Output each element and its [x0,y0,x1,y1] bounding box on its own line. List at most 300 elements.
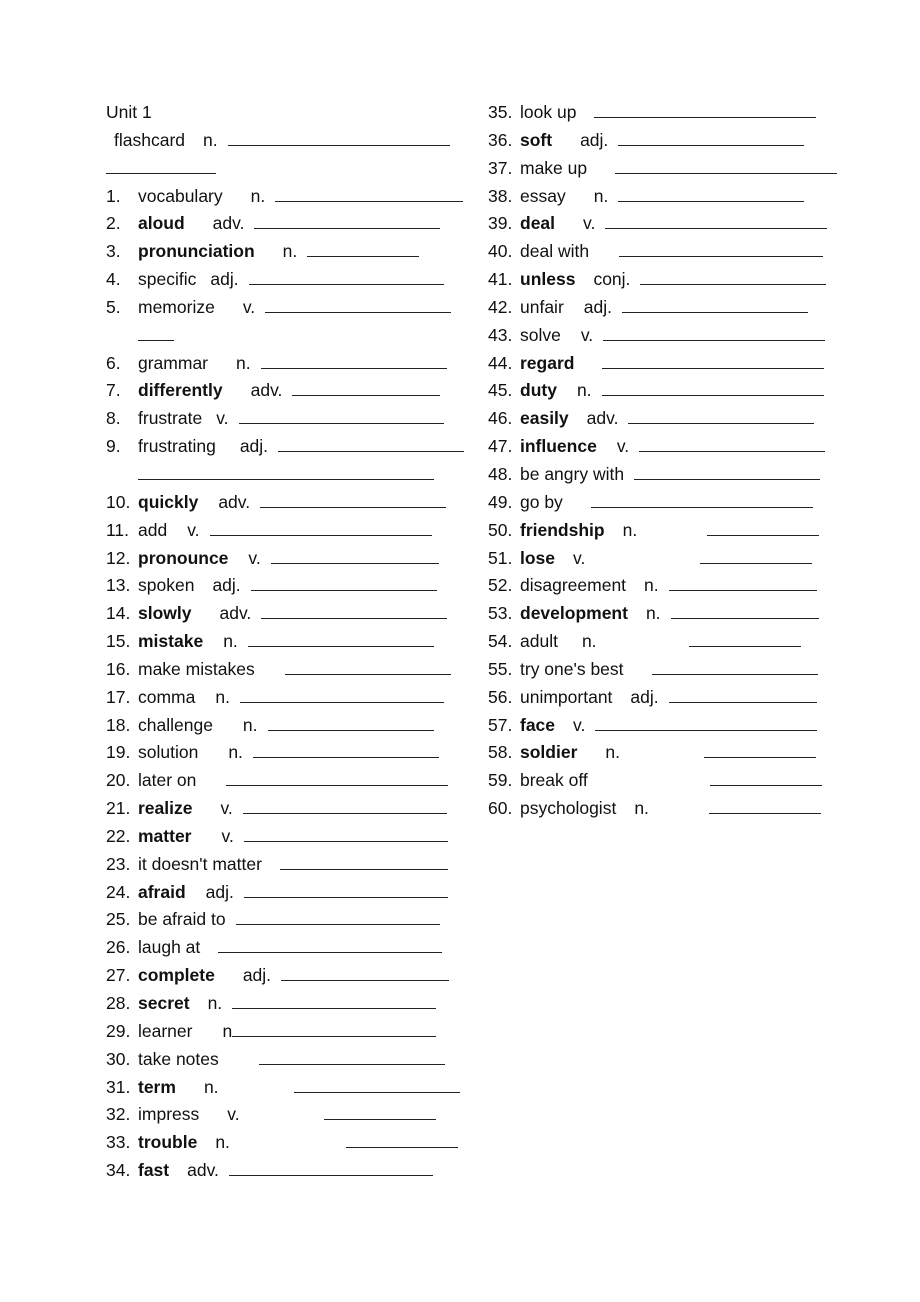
part-of-speech: adj. [212,575,241,596]
vocab-item [106,1156,468,1184]
part-of-speech: n. [228,742,243,763]
part-of-speech: adj. [242,965,272,986]
item-number: 21. [106,798,131,819]
part-of-speech: v. [573,714,586,735]
vocab-item [106,989,468,1017]
vocab-item [106,349,468,377]
vocab-item [106,850,468,878]
vocab-word: grammar [138,352,209,373]
vocab-item [488,599,838,627]
answer-blank[interactable] [603,323,825,341]
vocab-item [488,655,838,683]
part-of-speech: adv. [219,603,252,624]
vocab-item [488,209,838,237]
vocab-word: quickly [138,491,199,512]
item-number: 34. [106,1160,131,1181]
vocab-item [106,404,468,432]
answer-blank[interactable] [615,156,837,174]
vocab-word: look up [520,102,577,122]
vocab-item [488,293,838,321]
vocab-word: impress [138,1104,200,1125]
part-of-speech: adj. [630,686,659,707]
item-number: 54. [488,631,513,652]
vocab-word: unimportant [520,686,613,707]
part-of-speech: v. [227,1104,240,1125]
vocab-item [488,432,838,460]
part-of-speech: v. [216,408,229,429]
part-of-speech: adj. [580,129,609,150]
vocab-item [488,571,838,599]
part-of-speech: v. [220,798,233,819]
part-of-speech: v. [573,547,586,568]
item-number: 17. [106,686,131,707]
part-of-speech: n. [644,575,659,596]
item-number: 48. [488,463,513,484]
answer-blank[interactable] [292,378,440,396]
vocab-word: easily [520,408,569,429]
vocab-item [488,794,838,822]
left-vocab-list [106,182,468,1184]
item-number: 40. [488,241,513,262]
answer-blank[interactable] [640,267,826,285]
answer-blank[interactable] [210,518,432,536]
vocab-item [106,265,468,293]
vocab-word: laugh at [138,937,201,958]
item-number: 45. [488,380,513,401]
vocab-item [488,154,838,182]
vocab-word: pronunciation [138,241,255,262]
vocab-item [488,488,838,516]
item-number: 42. [488,296,513,317]
answer-blank[interactable] [271,546,439,564]
answer-blank[interactable] [622,295,808,313]
answer-blank[interactable] [280,852,448,870]
vocab-word: regard [520,352,575,373]
vocab-word: face [520,714,556,735]
answer-blank[interactable] [253,740,439,758]
vocab-item [106,488,468,516]
part-of-speech: n. [250,185,266,206]
part-of-speech: n. [581,631,597,652]
vocab-word: add [138,519,168,540]
vocab-word: take notes [138,1048,219,1069]
item-number: 5. [106,296,121,317]
answer-blank[interactable] [278,434,464,452]
answer-blank[interactable] [239,406,444,424]
item-number: 35. [488,102,513,122]
part-of-speech: conj. [593,269,631,290]
answer-blank[interactable] [324,1102,436,1120]
vocab-word: be afraid to [138,909,226,930]
item-number: 24. [106,881,131,902]
continuation-blank-line [106,321,468,349]
item-number: 16. [106,658,131,679]
part-of-speech: adv. [187,1160,219,1181]
item-number: 39. [488,213,513,234]
vocab-item [488,98,838,126]
part-of-speech: adv. [586,408,619,429]
item-number: 44. [488,352,513,373]
vocab-word: pronounce [138,547,229,568]
item-number: 2. [106,213,121,234]
vocab-item [488,404,838,432]
answer-blank[interactable] [591,490,813,508]
answer-blank[interactable] [226,768,448,786]
item-number: 25. [106,909,131,930]
vocab-word: later on [138,770,197,791]
answer-blank[interactable] [251,573,437,591]
vocab-word: solve [520,324,561,345]
answer-blank[interactable] [236,907,440,925]
answer-blank[interactable] [232,1019,436,1037]
vocab-word: frustrating [138,436,216,457]
answer-blank[interactable] [628,406,814,424]
right-column [488,98,838,822]
vocab-word: aloud [138,213,185,234]
vocab-word: soldier [520,742,578,763]
vocab-item [106,571,468,599]
part-of-speech: n. [605,742,620,763]
answer-blank[interactable] [240,685,444,703]
answer-blank[interactable] [260,490,446,508]
answer-blank[interactable] [602,351,824,369]
item-number: 38. [488,185,513,206]
item-number: 26. [106,937,131,958]
answer-blank[interactable] [307,239,419,257]
item-number: 52. [488,575,513,596]
vocab-item [488,683,838,711]
answer-blank[interactable] [249,267,444,285]
vocab-word: break off [520,770,588,791]
answer-blank-continued[interactable] [138,323,174,341]
vocab-word: essay [520,185,566,206]
vocab-word: afraid [138,881,186,902]
answer-blank[interactable] [652,657,818,675]
answer-blank[interactable] [619,239,823,257]
vocab-item [488,126,838,154]
part-of-speech: n. [593,185,609,206]
vocab-word: challenge [138,714,213,735]
item-number: 12. [106,547,131,568]
vocab-item [106,655,468,683]
vocab-item [488,544,838,572]
answer-blank-continued[interactable] [106,156,216,174]
answer-blank[interactable] [707,518,819,536]
vocab-word: differently [138,380,223,401]
vocab-item [106,1073,468,1101]
vocab-word: lose [520,547,556,568]
vocab-item [106,627,468,655]
part-of-speech: v. [221,825,234,846]
vocab-word: complete [138,965,215,986]
item-number: 18. [106,714,131,735]
vocab-word: secret [138,993,190,1013]
item-number: 60. [488,798,513,819]
part-of-speech: v. [583,213,596,234]
vocab-item [106,376,468,404]
answer-blank[interactable] [244,824,448,842]
item-number: 33. [106,1132,131,1153]
vocab-item [106,711,468,739]
part-of-speech: v. [580,324,594,345]
answer-blank[interactable] [275,184,463,202]
unit-title: Unit 1 [106,102,152,122]
part-of-speech: adj. [583,296,612,317]
item-number: 59. [488,770,513,791]
vocab-item [488,265,838,293]
part-of-speech: adv. [218,491,251,512]
vocab-word: trouble [138,1132,198,1153]
vocab-word: soft [520,129,553,150]
answer-blank[interactable] [294,1075,460,1093]
vocab-item [106,1100,468,1128]
left-column [106,98,468,1184]
answer-blank[interactable] [595,713,817,731]
vocab-item [106,1017,468,1045]
part-of-speech: adv. [212,213,245,234]
vocab-item [106,738,468,766]
vocab-word: make up [520,157,588,178]
vocab-item [106,516,468,544]
answer-blank[interactable] [285,657,451,675]
answer-blank[interactable] [594,100,816,118]
answer-blank[interactable] [268,713,434,731]
vocab-word: it doesn't matter [138,853,262,874]
vocab-item [106,1128,468,1156]
item-number: 13. [106,575,131,596]
vocab-item [106,293,468,321]
answer-blank[interactable] [709,796,821,814]
part-of-speech: adj. [210,269,239,290]
vocab-word: deal with [520,241,590,262]
part-of-speech: n. [645,603,661,624]
answer-blank[interactable] [244,880,448,898]
continuation-blank-line [106,460,468,488]
part-of-speech: n. [223,631,238,652]
part-of-speech: n. [215,1132,230,1153]
intro-pos: n. [203,129,218,150]
vocab-word: specific [138,269,197,290]
item-number: 36. [488,129,513,150]
item-number: 37. [488,157,513,178]
answer-blank[interactable] [254,211,440,229]
answer-blank[interactable] [248,629,434,647]
part-of-speech: n. [207,993,223,1013]
answer-blank[interactable] [634,462,820,480]
item-number: 41. [488,269,513,290]
item-number: 8. [106,408,121,429]
item-number: 27. [106,965,131,986]
vocab-word: try one's best [520,658,624,679]
vocab-word: influence [520,436,597,457]
part-of-speech: adj. [239,436,269,457]
item-number: 22. [106,825,131,846]
part-of-speech: n. [236,352,251,373]
part-of-speech: adv. [250,380,283,401]
vocab-item [106,961,468,989]
vocab-item [488,321,838,349]
vocab-word: spoken [138,575,195,596]
answer-blank[interactable] [281,963,449,981]
part-of-speech: n. [576,380,592,401]
item-number: 43. [488,324,513,345]
vocab-word: make mistakes [138,658,255,679]
item-number: 4. [106,269,121,290]
vocab-item [488,711,838,739]
vocab-item [488,627,838,655]
vocab-word: be angry with [520,463,625,484]
vocab-item [488,460,838,488]
item-number: 28. [106,993,131,1013]
vocab-item [106,683,468,711]
item-number: 49. [488,491,513,512]
vocab-word: solution [138,742,199,763]
item-number: 51. [488,547,513,568]
vocab-word: development [520,603,628,624]
item-number: 9. [106,436,121,457]
vocab-item [106,237,468,265]
answer-blank[interactable] [346,1130,458,1148]
intro-word: flashcard [114,129,186,150]
vocab-item [106,766,468,794]
part-of-speech: n. [622,519,638,540]
item-number: 6. [106,352,121,373]
part-of-speech: n. [215,686,230,707]
part-of-speech: v. [187,519,200,540]
answer-blank[interactable] [259,1047,445,1065]
answer-blank[interactable] [671,601,819,619]
vocab-word: vocabulary [138,185,223,206]
answer-blank[interactable] [669,573,817,591]
vocab-word: learner [138,1020,193,1041]
item-number: 14. [106,603,131,624]
item-number: 7. [106,380,121,401]
vocab-item [106,599,468,627]
part-of-speech: n. [282,241,298,262]
item-number: 50. [488,519,513,540]
answer-blank[interactable] [229,1158,433,1176]
vocab-item [106,794,468,822]
item-number: 3. [106,241,121,262]
vocab-item [106,432,468,460]
vocab-item [106,544,468,572]
part-of-speech: v. [248,547,261,568]
item-number: 53. [488,603,513,624]
vocab-item [488,237,838,265]
part-of-speech: v. [242,296,256,317]
continuation-blank-line [106,154,468,182]
item-number: 1. [106,185,121,206]
answer-blank[interactable] [232,991,436,1009]
answer-blank[interactable] [265,295,451,313]
answer-blank[interactable] [228,128,450,146]
vocab-item [488,182,838,210]
item-number: 19. [106,742,131,763]
item-number: 15. [106,631,131,652]
item-number: 23. [106,853,131,874]
answer-blank[interactable] [639,434,825,452]
answer-blank[interactable] [689,629,801,647]
intro-line [106,126,468,154]
vocab-word: go by [520,491,563,512]
vocab-item [106,209,468,237]
part-of-speech: n. [634,798,649,819]
vocab-item [488,738,838,766]
vocab-item [106,1045,468,1073]
vocab-word: psychologist [520,798,617,819]
vocab-word: matter [138,825,192,846]
answer-blank-continued[interactable] [138,462,434,480]
right-vocab-list [488,98,838,822]
vocab-word: unless [520,269,576,290]
vocab-word: friendship [520,519,605,540]
vocab-item [106,182,468,210]
item-number: 55. [488,658,513,679]
item-number: 56. [488,686,513,707]
vocab-word: duty [520,380,557,401]
answer-blank[interactable] [618,128,804,146]
part-of-speech: n. [203,1076,219,1097]
answer-blank[interactable] [618,184,804,202]
answer-blank[interactable] [605,211,827,229]
vocab-word: mistake [138,631,204,652]
answer-blank[interactable] [704,740,816,758]
vocab-item [106,905,468,933]
item-number: 32. [106,1104,131,1125]
vocab-word: frustrate [138,408,203,429]
answer-blank[interactable] [700,546,812,564]
item-number: 57. [488,714,513,735]
vocab-item [106,933,468,961]
vocab-item [488,516,838,544]
item-number: 31. [106,1076,131,1097]
vocab-word: fast [138,1160,170,1181]
vocab-word: comma [138,686,196,707]
answer-blank[interactable] [261,351,447,369]
answer-blank[interactable] [602,378,824,396]
answer-blank[interactable] [261,601,447,619]
item-number: 46. [488,408,513,429]
item-number: 58. [488,742,513,763]
vocab-item [106,822,468,850]
vocab-item [488,766,838,794]
item-number: 29. [106,1020,131,1041]
vocab-word: slowly [138,603,192,624]
vocab-word: disagreement [520,575,627,596]
vocab-word: memorize [138,296,215,317]
part-of-speech: n [222,1020,233,1041]
item-number: 10. [106,491,131,512]
vocab-word: realize [138,798,193,819]
answer-blank[interactable] [669,685,817,703]
item-number: 30. [106,1048,131,1069]
answer-blank[interactable] [218,935,442,953]
vocab-word: adult [520,631,558,652]
vocab-item [106,878,468,906]
vocab-word: deal [520,213,556,234]
vocab-item [488,349,838,377]
vocab-item [488,376,838,404]
item-number: 11. [106,519,130,540]
vocab-word: unfair [520,296,564,317]
part-of-speech: v. [616,436,630,457]
vocab-word: term [138,1076,176,1097]
part-of-speech: n. [242,714,258,735]
item-number: 47. [488,436,513,457]
answer-blank[interactable] [710,768,822,786]
part-of-speech: adj. [205,881,234,902]
answer-blank[interactable] [243,796,447,814]
